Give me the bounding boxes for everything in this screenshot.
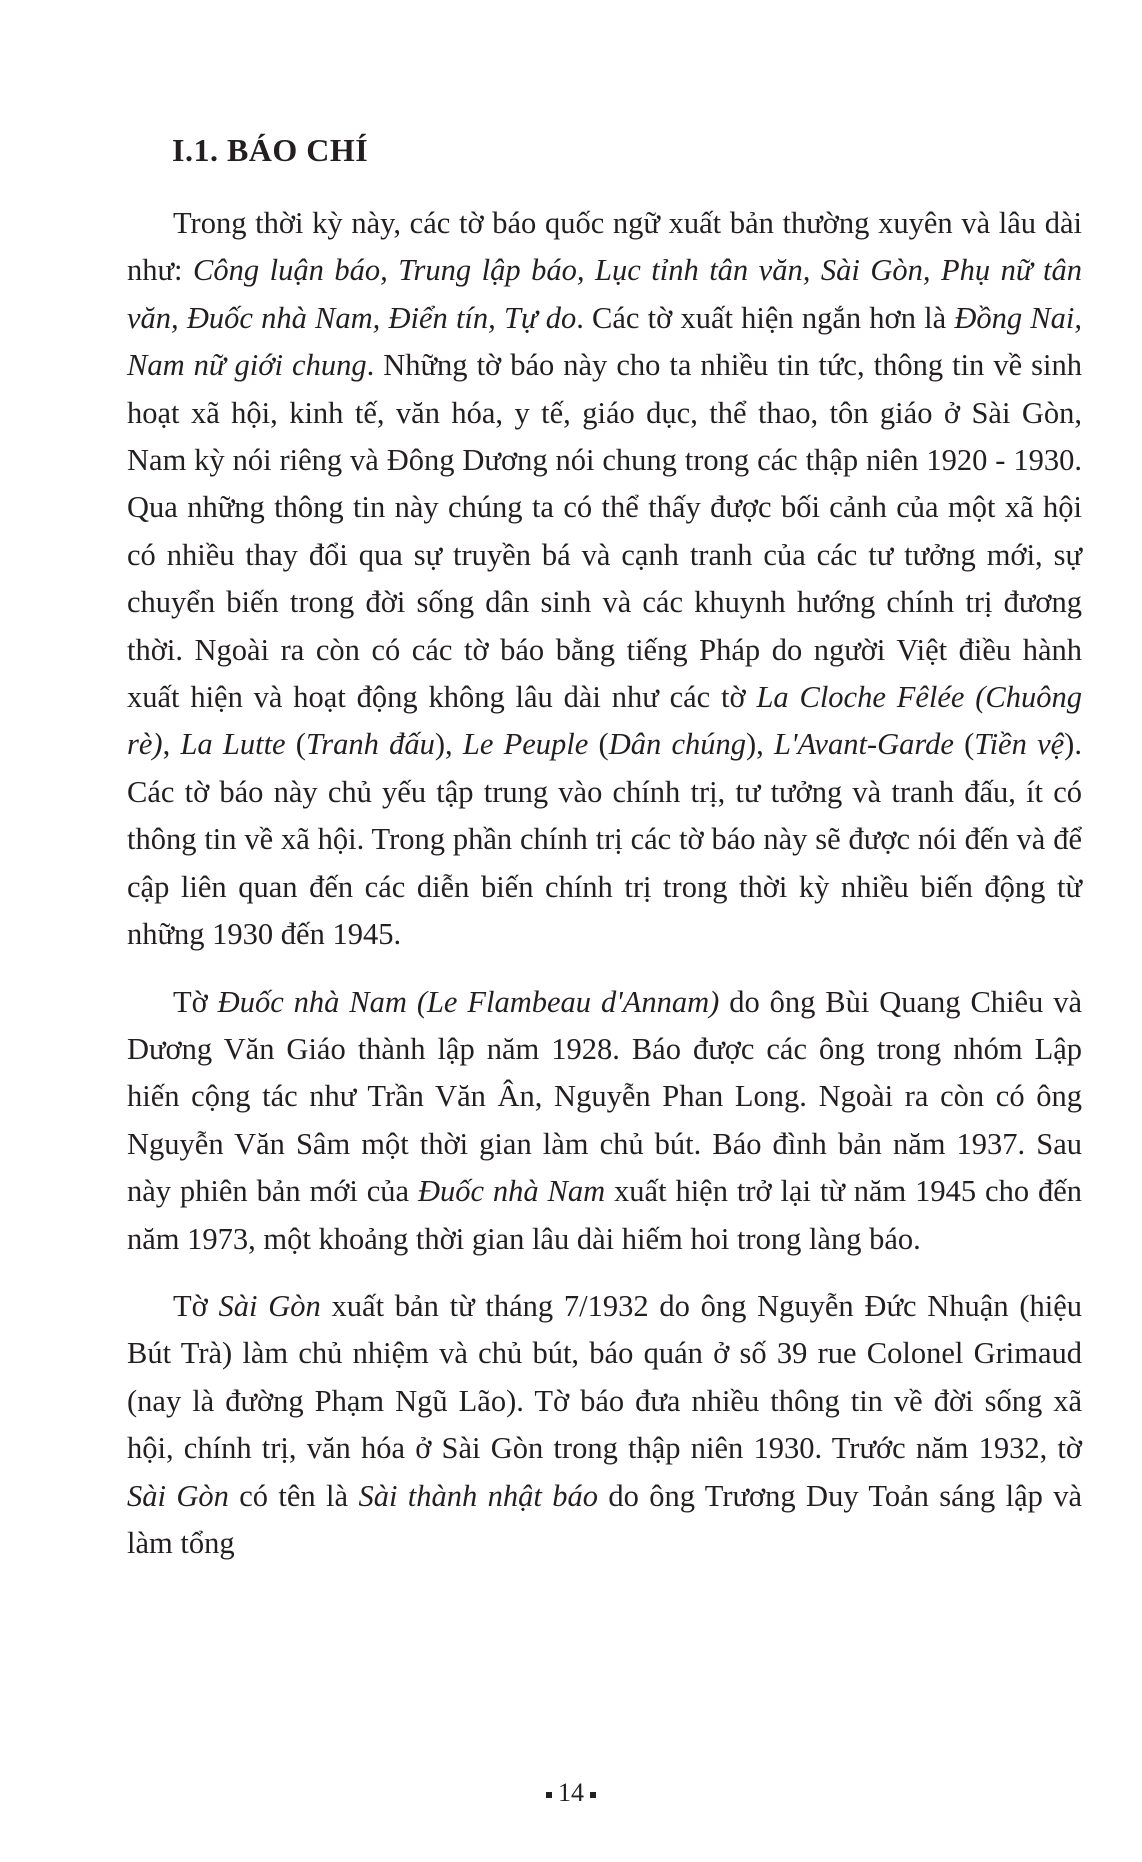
italic-text-run: Đồng Nai, Nam nữ giới chung — [127, 300, 1082, 383]
italic-text-run: Sài Gòn — [127, 1478, 229, 1513]
italic-text-run: Dân chúng — [608, 727, 746, 762]
text-run: xuất bản từ tháng 7/1932 do ông Nguyễn Đức Nhuận (hiệu Bút Trà) làm chủ nhiệm và chủ bút, báo quán ở số 39 rue Colonel Grimaud (nay là đường Phạm Ngũ Lão). Tờ báo đưa nhiều thông tin về đời sống xã hội, chính trị, văn hóa ở Sài Gòn trong thập niên 1930. Trước năm 1932, tờ — [127, 1288, 1082, 1466]
text-run: Trong thời kỳ này, các tờ báo quốc ngữ xuất bản thường xuyên và lâu dài như: — [127, 206, 1082, 288]
text-run: . Những tờ báo này cho ta nhiều tin tức, thông tin về sinh hoạt xã hội, kinh tế, văn hóa, y tế, giáo dục, thể thao, tôn giáo ở Sài Gòn, Nam kỳ nói riêng và Đông Dương nói chung trong các thập niên 1920 - 1930. Qua những thông tin này chúng ta có thể thấy được bối cảnh của một xã hội có nhiều thay đổi qua sự truyền bá và cạnh tranh của các tư tưởng mới, sự chuyển biến trong đời sống dân sinh và các khuynh hướng chính trị đương thời. Ngoài ra còn có các tờ báo bằng tiếng Pháp do người Việt điều hành xuất hiện và hoạt động không lâu dài như các tờ — [127, 348, 1082, 715]
italic-text-run: Tranh đấu — [305, 727, 435, 762]
text-run: xuất hiện trở lại từ năm 1945 cho đến năm 1973, một khoảng thời gian lâu dài hiếm hoi trong làng báo. — [127, 1174, 1083, 1256]
text-run: Tờ — [173, 1288, 219, 1323]
text-run: Tờ — [173, 984, 218, 1019]
italic-text-run: Công luận báo, Trung lập báo, Lục tỉnh tân văn, Sài Gòn, Phụ nữ tân văn, Đuốc nhà Nam, Điển tín, Tự do — [127, 253, 1082, 335]
section-heading: I.1. BÁO CHÍ — [172, 132, 369, 168]
text-run: , — [162, 727, 181, 762]
page-number-text: 14 — [558, 1778, 584, 1807]
italic-text-run: Sài thành nhật báo — [358, 1478, 598, 1513]
text-run: ( — [953, 727, 975, 762]
text-run: ( — [285, 727, 306, 762]
bullet-left-icon — [546, 1792, 552, 1798]
text-run: . Các tờ xuất hiện ngắn hơn là — [576, 300, 955, 335]
paragraph — [127, 1283, 1082, 1567]
text-run: ( — [588, 727, 609, 762]
text-run: ), — [745, 727, 774, 762]
text-run: do ông Bùi Quang Chiêu và Dương Văn Giáo thành lập năm 1928. Báo được các ông trong nhóm Lập hiến cộng tác như Trần Văn Ân, Nguyễn Phan Long. Ngoài ra còn có ông Nguyễn Văn Sâm một thời gian làm chủ bút. Báo đình bản năm 1937. Sau này phiên bản mới của — [127, 984, 1082, 1209]
italic-text-run: La Cloche Fêlée (Chuông rè) — [127, 680, 1082, 762]
paragraph — [127, 979, 1082, 1263]
paragraph — [127, 200, 1082, 959]
italic-text-run: L'Avant-Garde — [774, 727, 954, 762]
italic-text-run: Sài Gòn — [218, 1288, 321, 1323]
body-text — [127, 200, 1082, 1587]
bullet-right-icon — [590, 1792, 596, 1798]
text-run: ). Các tờ báo này chủ yếu tập trung vào chính trị, tư tưởng và tranh đấu, ít có thông tin về xã hội. Trong phần chính trị các tờ báo này sẽ được nói đến và để cập liên quan đến các diễn biến chính trị trong thời kỳ nhiều biến động từ những 1930 đến 1945. — [127, 727, 1082, 952]
italic-text-run: Le Peuple — [462, 727, 589, 762]
page-number — [0, 1778, 1142, 1808]
italic-text-run: Đuốc nhà Nam (Le Flambeau d'Annam) — [217, 984, 720, 1019]
text-run: ), — [434, 727, 463, 762]
text-run: có tên là — [228, 1478, 359, 1513]
italic-text-run: Đuốc nhà Nam — [417, 1174, 606, 1209]
text-run: do ông Trương Duy Toản sáng lập và làm tổng — [127, 1478, 1083, 1560]
italic-text-run: Tiền vệ — [974, 727, 1065, 762]
italic-text-run: La Lutte — [180, 727, 286, 762]
